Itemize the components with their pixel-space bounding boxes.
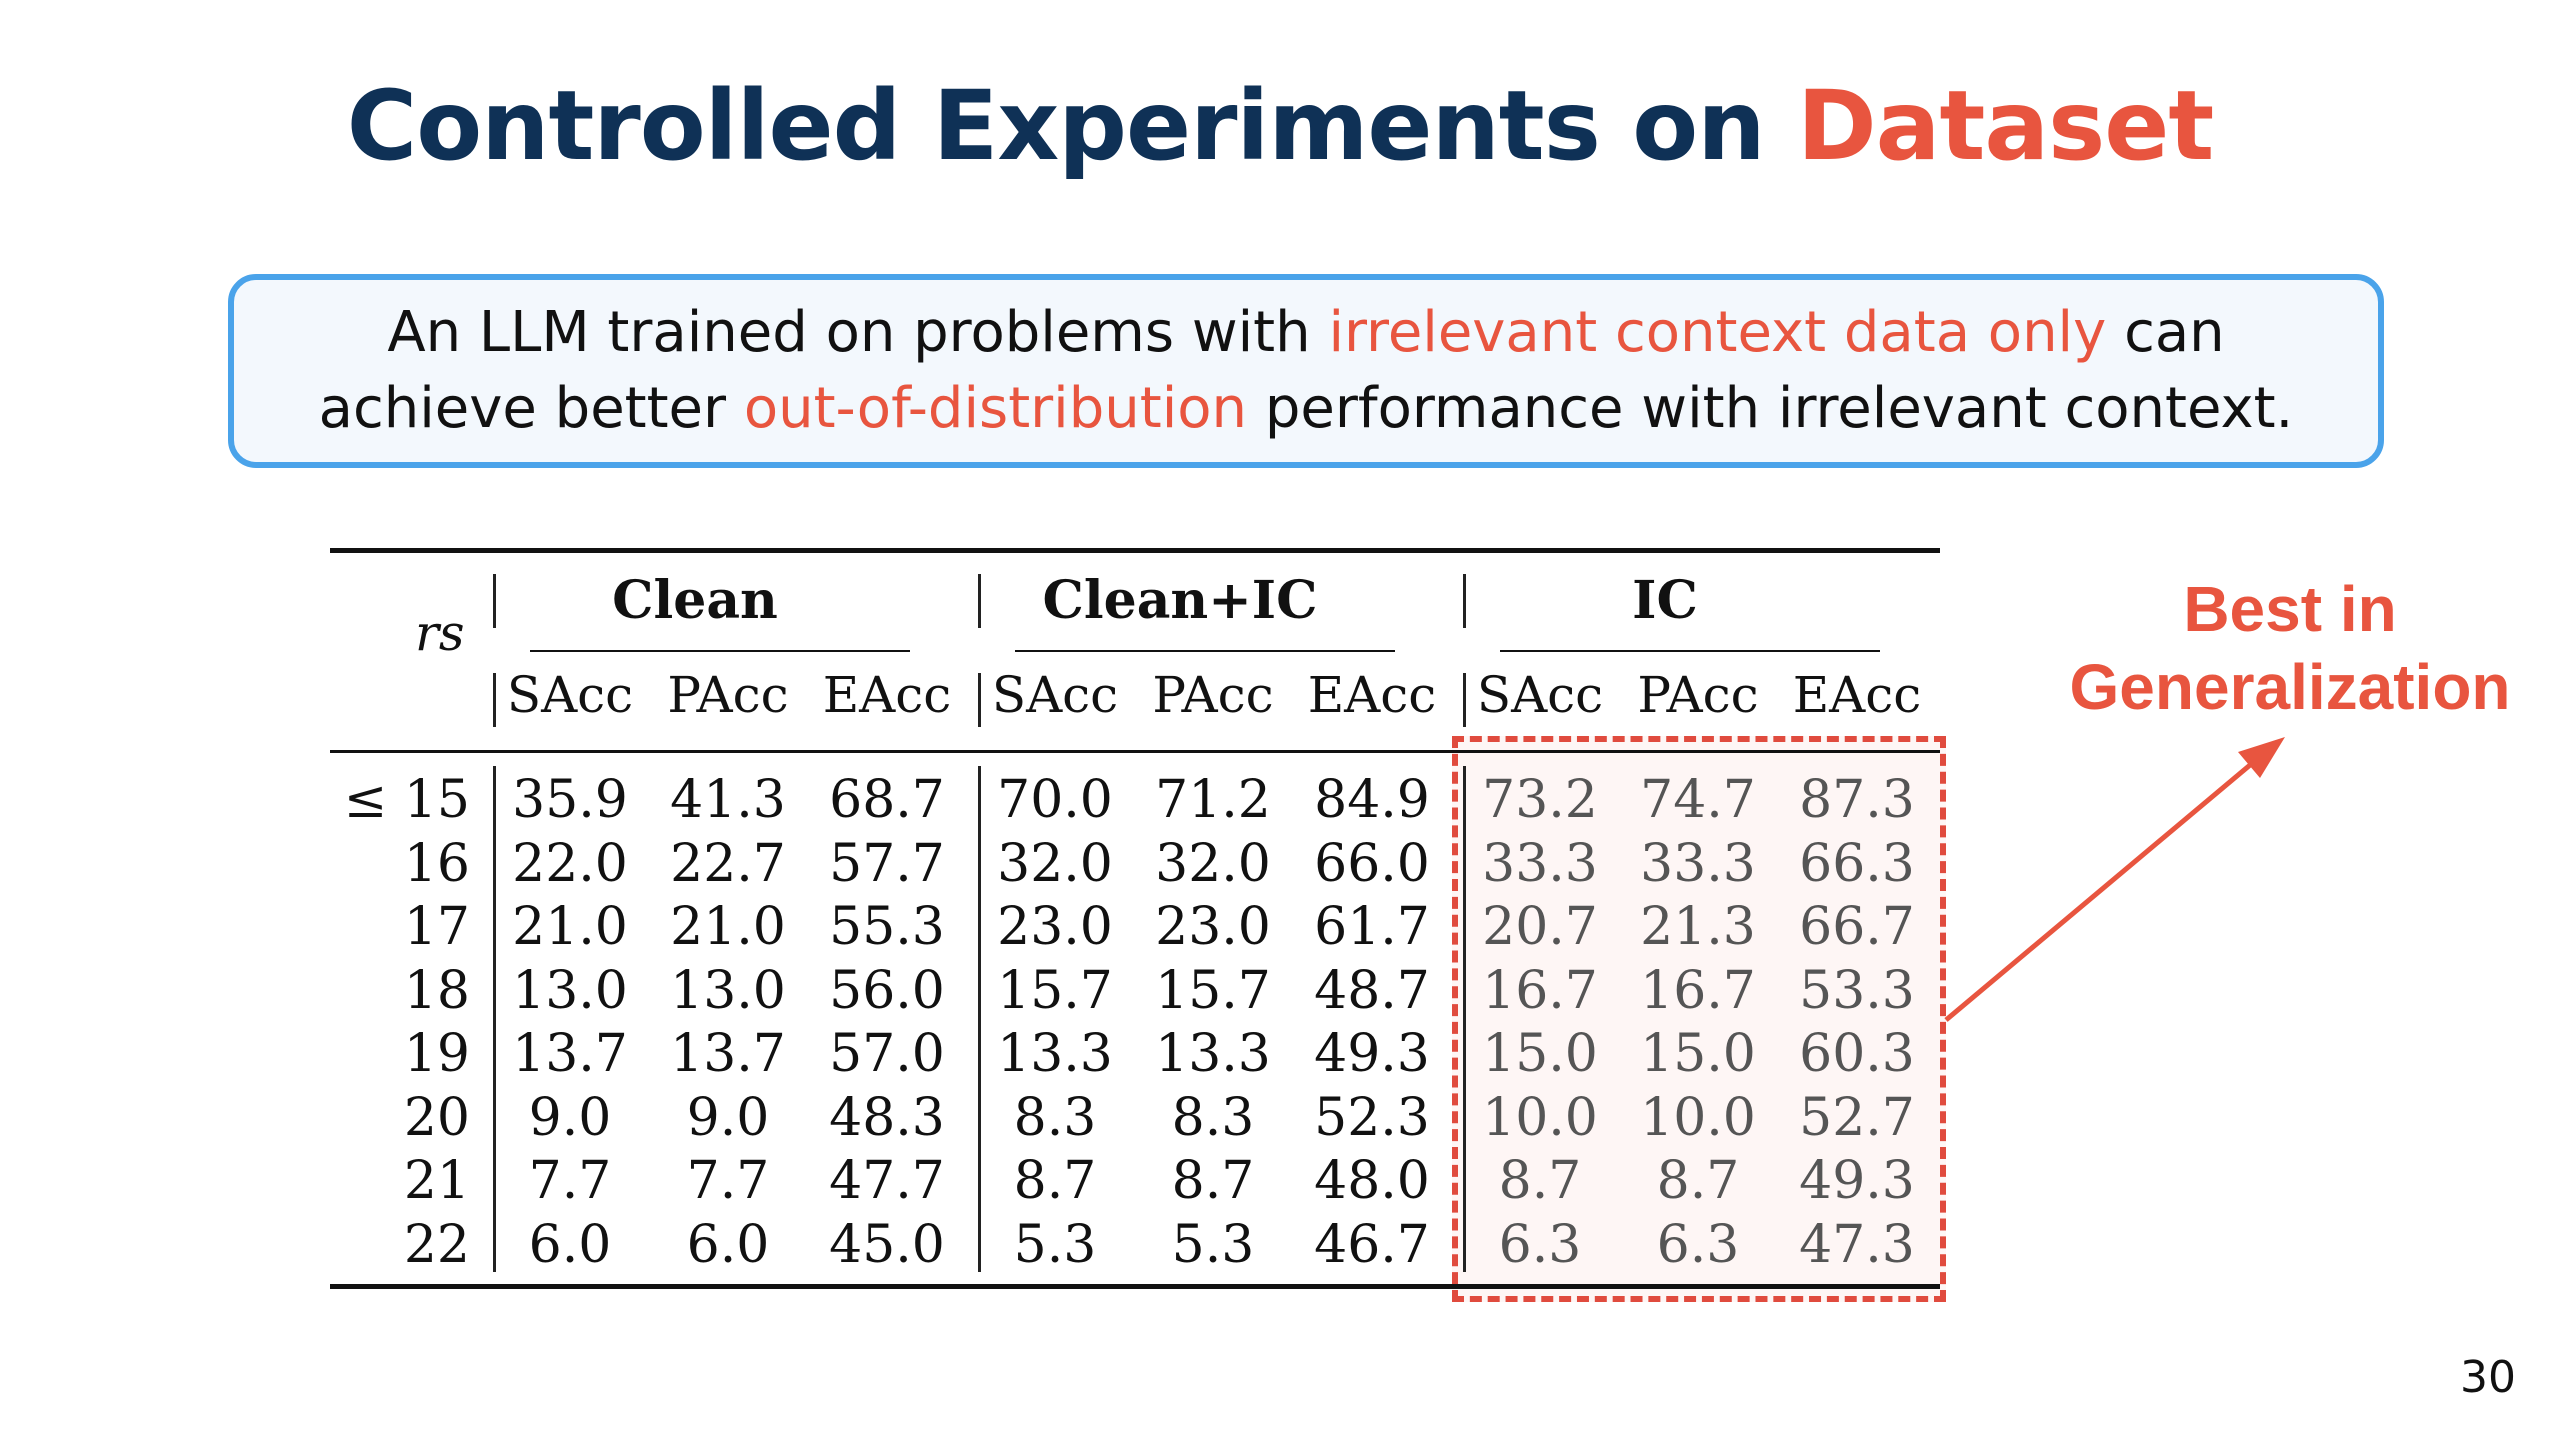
table-cell: 46.7 xyxy=(1314,1214,1430,1275)
table-cell: 8.7 xyxy=(1498,1151,1582,1211)
header-separator xyxy=(493,574,496,628)
table-cell: 21.3 xyxy=(1640,897,1756,957)
table-cell: 45.0 xyxy=(829,1214,945,1275)
cmidrule-clean-ic xyxy=(1015,650,1395,652)
table-cell: 6.3 xyxy=(1656,1214,1740,1275)
table-cell: 13.3 xyxy=(1155,1024,1271,1084)
table-cell: 56.0 xyxy=(829,960,945,1021)
table-cell: 6.0 xyxy=(686,1214,770,1275)
table-header-rule xyxy=(330,750,1940,753)
table-cell: 66.3 xyxy=(1799,833,1915,894)
table-cell: 9.0 xyxy=(686,1087,770,1148)
table-cell: 15.0 xyxy=(1482,1024,1598,1084)
subheader-pacc: PAcc xyxy=(667,666,789,724)
subheader-eacc: EAcc xyxy=(1792,666,1922,724)
table-cell: 61.7 xyxy=(1314,897,1430,957)
header-separator xyxy=(1463,574,1466,628)
table-cell: 48.3 xyxy=(829,1087,945,1148)
table-cell: 22.7 xyxy=(670,833,786,894)
page-number: 30 xyxy=(2460,1352,2516,1403)
table-cell: 9.0 xyxy=(528,1087,612,1148)
table-cell: 49.3 xyxy=(1314,1024,1430,1084)
table-cell: 10.0 xyxy=(1640,1087,1756,1148)
arrow-shaft xyxy=(1946,755,2262,1020)
subheader-sacc: SAcc xyxy=(991,666,1119,724)
callout-emphasis: out-of-distribution xyxy=(743,376,1248,441)
note-line-2: Generalization xyxy=(2069,651,2511,723)
table-cell: 6.0 xyxy=(528,1214,612,1275)
rs-column-header: rs xyxy=(415,604,465,662)
best-in-generalization-note xyxy=(2030,570,2550,726)
table-cell: 23.0 xyxy=(1155,897,1271,957)
results-table xyxy=(330,548,1940,1298)
table-cell: 66.7 xyxy=(1799,897,1915,957)
table-cell: 47.7 xyxy=(829,1151,945,1211)
table-cell: 74.7 xyxy=(1640,770,1756,830)
table-cell: 16.7 xyxy=(1640,960,1756,1021)
group-header-clean-ic: Clean+IC xyxy=(1042,570,1318,631)
table-cell: 6.3 xyxy=(1498,1214,1582,1275)
title-main: Controlled Experiments on xyxy=(346,70,1797,182)
table-cell: 7.7 xyxy=(528,1151,612,1211)
table-cell: 8.7 xyxy=(1013,1151,1097,1211)
table-cell: 70.0 xyxy=(997,770,1113,830)
callout-emphasis: irrelevant context data only xyxy=(1328,300,2107,365)
callout-text: can xyxy=(2106,300,2225,365)
slide-title xyxy=(0,70,2560,182)
table-cell: 13.0 xyxy=(670,960,786,1021)
table-top-rule xyxy=(330,548,1940,553)
table-cell: 10.0 xyxy=(1482,1087,1598,1148)
group-header-clean: Clean xyxy=(612,570,778,631)
table-cell: 52.3 xyxy=(1314,1087,1430,1148)
table-cell: 68.7 xyxy=(829,770,945,830)
table-cell: 41.3 xyxy=(670,770,786,830)
table-cell: 52.7 xyxy=(1799,1087,1915,1148)
table-cell: 66.0 xyxy=(1314,833,1430,894)
group-header-ic: IC xyxy=(1632,570,1698,631)
row-rs-label: 16 xyxy=(403,833,470,894)
row-rs-label: 20 xyxy=(403,1087,470,1148)
cmidrule-clean xyxy=(530,650,910,652)
table-cell: 8.7 xyxy=(1171,1151,1255,1211)
table-cell: 55.3 xyxy=(829,897,945,957)
table-cell: 33.3 xyxy=(1640,833,1756,894)
table-cell: 20.7 xyxy=(1482,897,1598,957)
table-cell: 13.7 xyxy=(512,1024,628,1084)
table-cell: 73.2 xyxy=(1482,770,1598,830)
note-line-1: Best in xyxy=(2183,573,2397,645)
table-cell: 13.3 xyxy=(997,1024,1113,1084)
table-cell: 21.0 xyxy=(670,897,786,957)
table-cell: 87.3 xyxy=(1799,770,1915,830)
callout-text: achieve better xyxy=(318,376,744,441)
title-highlight: Dataset xyxy=(1796,70,2214,182)
table-cell: 60.3 xyxy=(1799,1024,1915,1084)
table-cell: 8.3 xyxy=(1013,1087,1097,1148)
table-cell: 7.7 xyxy=(686,1151,770,1211)
subheader-eacc: EAcc xyxy=(822,666,952,724)
table-cell: 84.9 xyxy=(1314,770,1430,830)
row-rs-label: 22 xyxy=(403,1214,470,1275)
row-rs-label: 21 xyxy=(403,1151,470,1211)
cmidrule-ic xyxy=(1500,650,1880,652)
subheader-pacc: PAcc xyxy=(1152,666,1274,724)
row-rs-label: 18 xyxy=(403,960,470,1021)
table-cell: 48.7 xyxy=(1314,960,1430,1021)
table-cell: 47.3 xyxy=(1799,1214,1915,1275)
row-rs-label: 19 xyxy=(403,1024,470,1084)
table-cell: 5.3 xyxy=(1171,1214,1255,1275)
header-separator xyxy=(978,574,981,628)
table-cell: 23.0 xyxy=(997,897,1113,957)
table-cell: 57.0 xyxy=(829,1024,945,1084)
table-cell: 21.0 xyxy=(512,897,628,957)
callout-text: performance with irrelevant context. xyxy=(1247,376,2294,441)
table-cell: 48.0 xyxy=(1314,1151,1430,1211)
table-cell: 15.0 xyxy=(1640,1024,1756,1084)
table-cell: 32.0 xyxy=(997,833,1113,894)
arrow-head xyxy=(2238,737,2285,778)
table-cell: 22.0 xyxy=(512,833,628,894)
table-cell: 33.3 xyxy=(1482,833,1598,894)
table-cell: 8.3 xyxy=(1171,1087,1255,1148)
table-cell: 8.7 xyxy=(1656,1151,1740,1211)
key-finding-callout xyxy=(228,274,2384,468)
callout-text: An LLM trained on problems with xyxy=(387,300,1329,365)
table-cell: 15.7 xyxy=(1155,960,1271,1021)
table-cell: 49.3 xyxy=(1799,1151,1915,1211)
table-bottom-rule xyxy=(330,1284,1940,1289)
table-cell: 13.7 xyxy=(670,1024,786,1084)
table-cell: 16.7 xyxy=(1482,960,1598,1021)
table-cell: 53.3 xyxy=(1799,960,1915,1021)
subheader-eacc: EAcc xyxy=(1307,666,1437,724)
table-cell: 71.2 xyxy=(1155,770,1271,830)
callout-line-1 xyxy=(387,295,2224,371)
callout-line-2 xyxy=(319,371,2294,447)
row-rs-label: ≤ 15 xyxy=(343,770,470,830)
table-cell: 5.3 xyxy=(1013,1214,1097,1275)
row-rs-label: 17 xyxy=(403,897,470,957)
subheader-sacc: SAcc xyxy=(506,666,634,724)
table-cell: 35.9 xyxy=(512,770,628,830)
subheader-sacc: SAcc xyxy=(1476,666,1604,724)
table-cell: 13.0 xyxy=(512,960,628,1021)
table-cell: 32.0 xyxy=(1155,833,1271,894)
subheader-pacc: PAcc xyxy=(1637,666,1759,724)
table-cell: 57.7 xyxy=(829,833,945,894)
table-cell: 15.7 xyxy=(997,960,1113,1021)
